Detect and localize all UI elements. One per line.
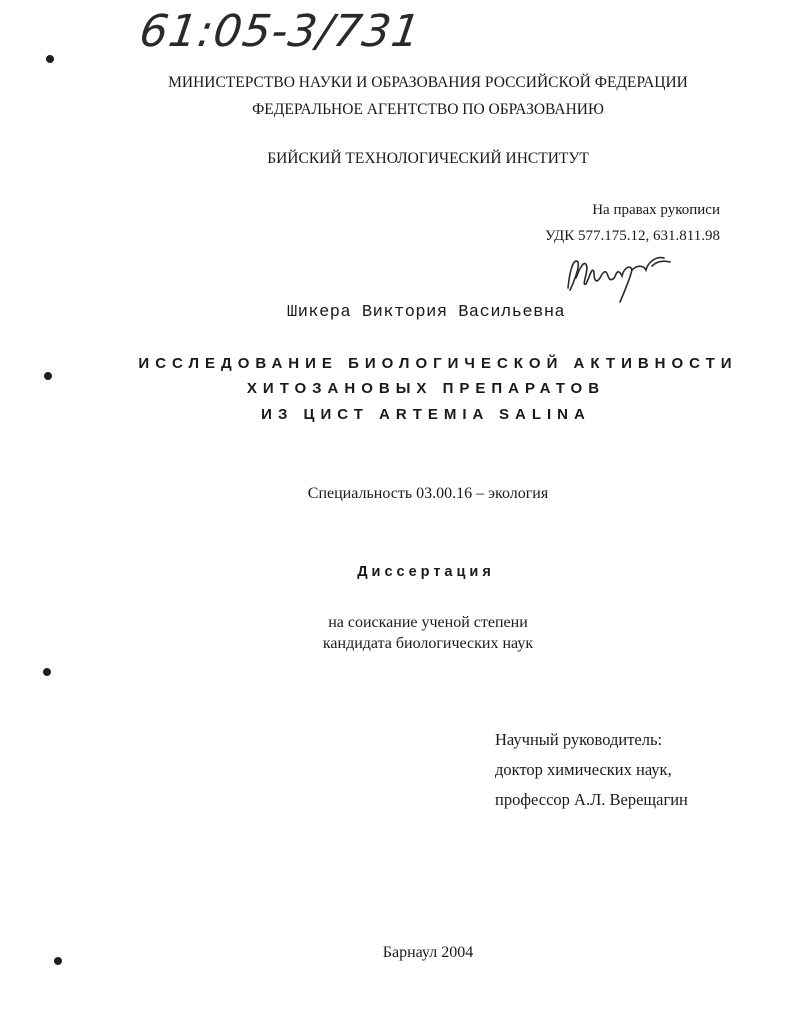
title-line-3: ИЗ ЦИСТ ARTEMIA SALINA [261,406,591,423]
punch-hole-mark [43,668,51,676]
specialty: Специальность 03.00.16 – экология [307,485,549,502]
ministry-name: МИНИСТЕРСТВО НАУКИ И ОБРАЗОВАНИЯ РОССИЙСКОЙ ФЕДЕРАЦИИ [168,74,688,91]
signature [560,248,680,308]
punch-hole-mark [44,372,52,380]
dissertation-label: Диссертация [357,564,495,580]
supervisor-name: профессор А.Л. Верещагин [495,790,688,809]
archive-number-handwritten: 61:05-3/731 [136,6,425,57]
degree-line-1: на соискание ученой степени [328,614,528,631]
city-year: Барнаул 2004 [382,944,474,961]
title-line-2: ХИТОЗАНОВЫХ ПРЕПАРАТОВ [246,380,606,397]
agency-name: ФЕДЕРАЛЬНОЕ АГЕНТСТВО ПО ОБРАЗОВАНИЮ [252,101,604,118]
punch-hole-mark [46,55,54,63]
degree-line-2: кандидата биологических наук [322,635,534,652]
title-line-1: ИССЛЕДОВАНИЕ БИОЛОГИЧЕСКОЙ АКТИВНОСТИ [138,355,738,372]
supervisor-degree: доктор химических наук, [495,760,672,779]
institute-name: БИЙСКИЙ ТЕХНОЛОГИЧЕСКИЙ ИНСТИТУТ [267,150,589,167]
udk-code: УДК 577.175.12, 631.811.98 [544,228,720,244]
supervisor-heading: Научный руководитель: [495,730,663,749]
author-name: Шикера Виктория Васильевна [287,303,566,322]
manuscript-rights: На правах рукописи [592,202,720,218]
